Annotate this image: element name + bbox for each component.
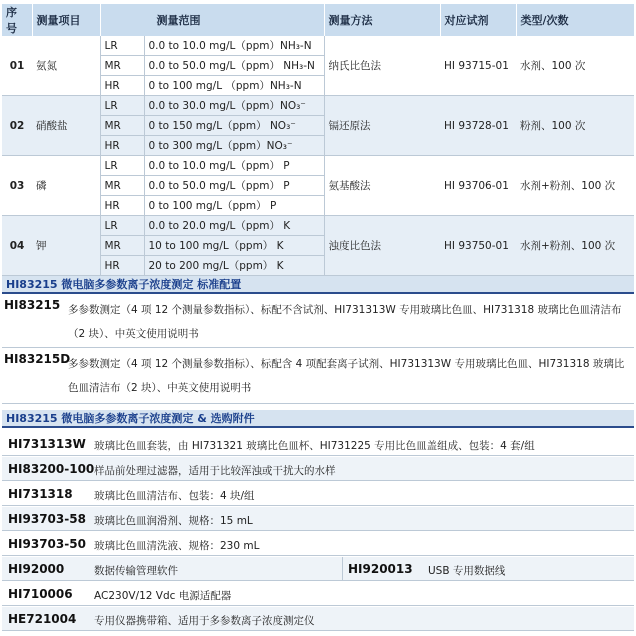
accessory-desc: 玻璃比色皿清洁布、包装：4 块/组	[94, 490, 255, 502]
range-value: 0.0 to 50.0 mg/L（ppm） P	[144, 176, 324, 196]
group-index: 04	[2, 216, 32, 276]
group-reagent: HI 93750-01	[440, 216, 516, 276]
range-mode: MR	[100, 236, 144, 256]
range-value: 0.0 to 20.0 mg/L（ppm） K	[144, 216, 324, 236]
accessory-code: HI93703-50	[8, 537, 86, 551]
range-value: 0 to 300 mg/L（ppm）NO₃⁻	[144, 136, 324, 156]
accessory-row	[2, 432, 634, 456]
range-value: 0.0 to 10.0 mg/L（ppm）NH₃-N	[144, 36, 324, 56]
table-row	[2, 156, 634, 176]
product-desc: 多参数测定（4 项 12 个测量参数指标）、标配不含试剂、HI731313W 专用玻璃比色皿、HI731318 玻璃比色皿清洁布（2 块）、中英文使用说明书	[68, 304, 622, 340]
group-method: 氨基酸法	[324, 156, 440, 216]
group-method: 浊度比色法	[324, 216, 440, 276]
group-method: 镉还原法	[324, 96, 440, 156]
accessory-desc: 数据传输管理软件	[94, 565, 178, 577]
accessory-code: HI93703-58	[8, 512, 86, 526]
group-reagent: HI 93715-01	[440, 36, 516, 96]
spec-table	[2, 4, 635, 276]
spec-header-row	[2, 4, 634, 36]
range-mode: LR	[100, 156, 144, 176]
range-value: 0 to 100 mg/L （ppm）NH₃-N	[144, 76, 324, 96]
group-index: 01	[2, 36, 32, 96]
range-mode: HR	[100, 136, 144, 156]
group-type: 水剂+粉剂、100 次	[516, 216, 634, 276]
range-value: 0 to 100 mg/L（ppm） P	[144, 196, 324, 216]
accessory-code: HI83200-100	[8, 462, 95, 476]
group-type: 粉剂、100 次	[516, 96, 634, 156]
group-item: 磷	[32, 156, 100, 216]
range-value: 0.0 to 50.0 mg/L（ppm） NH₃-N	[144, 56, 324, 76]
header-item: 测量项目	[32, 4, 100, 36]
accessory-row	[2, 532, 634, 556]
section-standard-config: HI83215 微电脑多参数离子浓度测定 标准配置	[2, 276, 634, 294]
accessory-row	[2, 607, 634, 631]
table-row	[2, 216, 634, 236]
group-type: 水剂+粉剂、100 次	[516, 156, 634, 216]
group-method: 纳氏比色法	[324, 36, 440, 96]
accessory-desc: AC230V/12 Vdc 电源适配器	[94, 590, 232, 602]
header-range: 测量范围	[100, 4, 324, 36]
table-row	[2, 36, 634, 56]
range-mode: MR	[100, 176, 144, 196]
accessory-code-secondary: HI920013	[348, 562, 413, 576]
accessory-desc: 玻璃比色皿清洗液、规格：230 mL	[94, 540, 260, 552]
group-index: 02	[2, 96, 32, 156]
group-reagent: HI 93706-01	[440, 156, 516, 216]
accessory-code: HI731313W	[8, 437, 86, 451]
accessory-code: HI710006	[8, 587, 73, 601]
range-mode: LR	[100, 96, 144, 116]
header-type: 类型/次数	[516, 4, 634, 36]
group-item: 硝酸盐	[32, 96, 100, 156]
accessory-code: HE721004	[8, 612, 77, 626]
accessory-row	[2, 457, 634, 481]
section-accessories: HI83215 微电脑多参数离子浓度测定 & 选购附件	[2, 410, 634, 428]
accessory-row	[2, 482, 634, 506]
accessory-desc: 玻璃比色皿套装，由 HI731321 玻璃比色皿杯、HI731225 专用比色皿盖组成、包装：4 套/组	[94, 440, 535, 452]
accessory-row	[2, 582, 634, 606]
accessory-row	[2, 557, 634, 581]
group-item: 氨氮	[32, 36, 100, 96]
range-value: 10 to 100 mg/L（ppm） K	[144, 236, 324, 256]
range-mode: HR	[100, 76, 144, 96]
header-reagent: 对应试剂	[440, 4, 516, 36]
range-mode: LR	[100, 36, 144, 56]
product-desc: 多参数测定（4 项 12 个测量参数指标）、标配含 4 项配套离子试剂、HI731313W 专用玻璃比色皿、HI731318 玻璃比色皿清洁布（2 块）、中英文使用说明书	[68, 358, 625, 394]
product-row	[2, 350, 634, 404]
accessory-desc: 专用仪器携带箱、适用于多参数离子浓度测定仪	[94, 615, 315, 627]
accessory-desc: 样品前处理过滤器，适用于比较浑浊或干扰大的水样	[94, 465, 336, 477]
product-code: HI83215D	[4, 352, 71, 366]
product-row	[2, 296, 634, 348]
range-mode: HR	[100, 256, 144, 276]
range-mode: MR	[100, 116, 144, 136]
range-mode: HR	[100, 196, 144, 216]
range-value: 0 to 150 mg/L（ppm） NO₃⁻	[144, 116, 324, 136]
range-value: 0.0 to 10.0 mg/L（ppm） P	[144, 156, 324, 176]
accessory-code: HI92000	[8, 562, 65, 576]
header-method: 测量方法	[324, 4, 440, 36]
table-row	[2, 96, 634, 116]
range-mode: LR	[100, 216, 144, 236]
column-divider	[342, 557, 343, 580]
product-code: HI83215	[4, 298, 61, 312]
accessory-desc-secondary: USB 专用数据线	[428, 565, 506, 577]
range-value: 0.0 to 30.0 mg/L（ppm）NO₃⁻	[144, 96, 324, 116]
range-value: 20 to 200 mg/L（ppm） K	[144, 256, 324, 276]
group-index: 03	[2, 156, 32, 216]
accessory-code: HI731318	[8, 487, 73, 501]
header-index: 序号	[2, 4, 32, 36]
group-reagent: HI 93728-01	[440, 96, 516, 156]
accessory-desc: 玻璃比色皿润滑剂、规格：15 mL	[94, 515, 253, 527]
group-type: 水剂、100 次	[516, 36, 634, 96]
range-mode: MR	[100, 56, 144, 76]
accessory-row	[2, 507, 634, 531]
group-item: 钾	[32, 216, 100, 276]
